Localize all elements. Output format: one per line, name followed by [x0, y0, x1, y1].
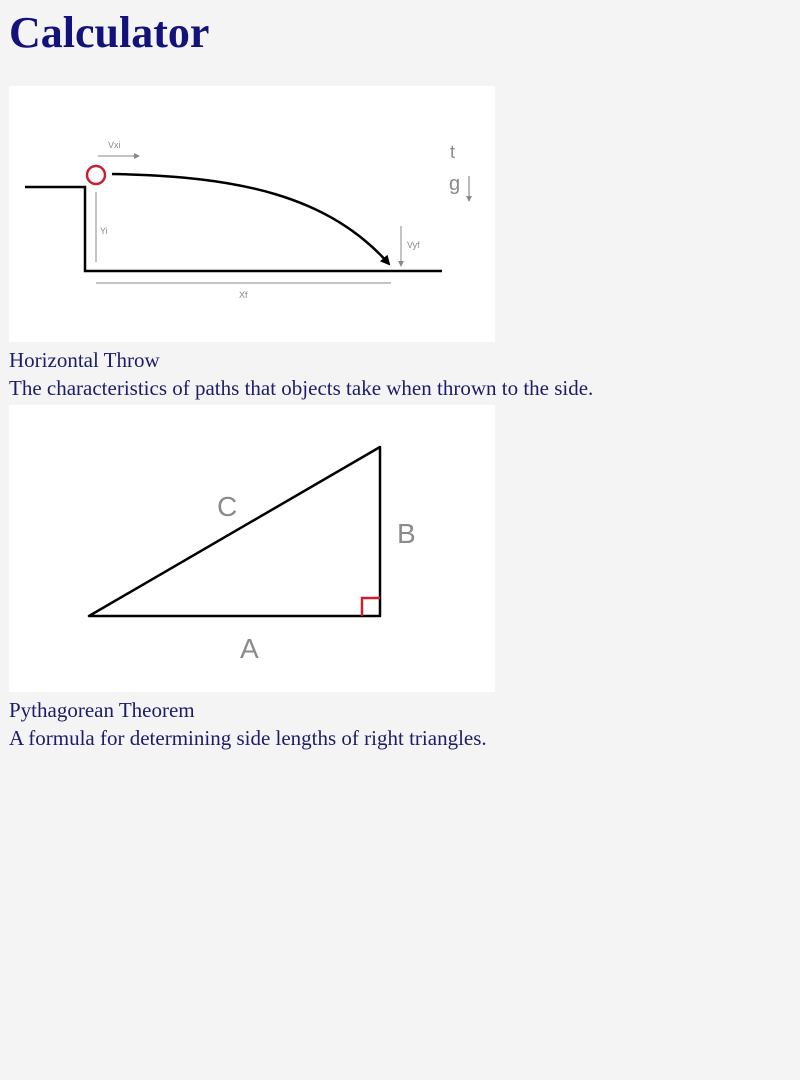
page-title: Calculator — [9, 8, 210, 57]
horizontal-throw-diagram[interactable] — [9, 86, 495, 342]
label-vyf: Vyf — [407, 240, 420, 250]
label-xf: Xf — [239, 290, 248, 300]
label-a: A — [240, 633, 259, 664]
label-b: B — [397, 518, 416, 549]
calculator-card-pythagorean-theorem[interactable] — [9, 405, 769, 753]
pythagorean-triangle-diagram[interactable] — [9, 405, 495, 692]
label-t: t — [450, 142, 456, 162]
card-title[interactable]: Pythagorean Theorem — [9, 698, 195, 722]
label-vxi: Vxi — [108, 140, 121, 150]
card-title[interactable]: Horizontal Throw — [9, 348, 160, 372]
card-description: The characteristics of paths that objects take when thrown to the side. — [9, 376, 594, 400]
ball-circle — [87, 166, 105, 184]
calculator-card-horizontal-throw[interactable] — [9, 86, 769, 403]
label-c: C — [217, 491, 238, 522]
label-g: g — [449, 173, 461, 195]
label-yi: Yi — [100, 226, 108, 236]
card-description: A formula for determining side lengths of right triangles. — [9, 726, 487, 750]
